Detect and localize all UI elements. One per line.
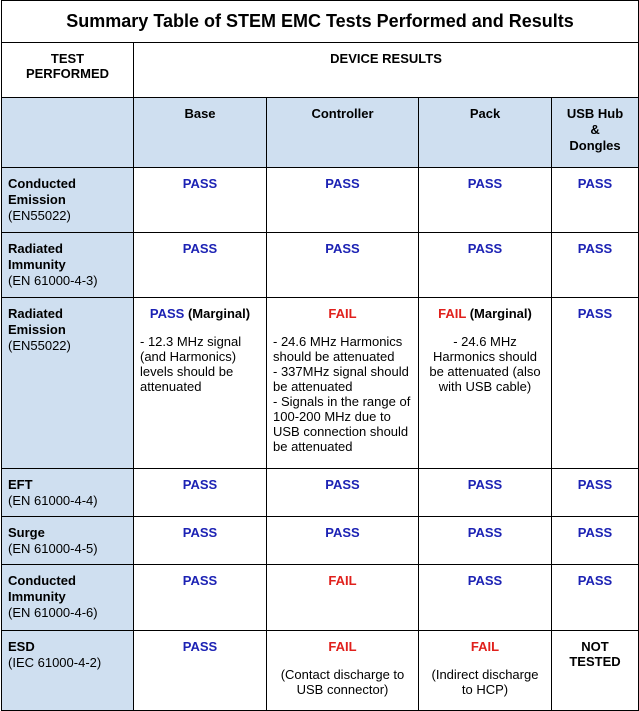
test-name: Radiated — [8, 241, 63, 256]
test-name-cell — [2, 298, 134, 469]
result-status: FAIL — [470, 639, 500, 654]
table-row — [2, 298, 639, 469]
result-status: PASS — [467, 176, 503, 191]
result-cell — [267, 233, 419, 298]
result-cell — [134, 298, 267, 469]
table-row — [2, 631, 639, 711]
result-status: PASS — [325, 525, 360, 540]
test-name-cell — [2, 631, 134, 711]
test-name: EFT — [8, 477, 33, 492]
result-status-line — [267, 525, 418, 540]
result-note-line: Harmonics should — [432, 349, 538, 364]
result-cell — [419, 631, 552, 711]
result-cell — [134, 631, 267, 711]
test-standard: (IEC 61000-4-2) — [8, 655, 102, 670]
result-cell — [134, 469, 267, 517]
result-status: PASS — [577, 176, 613, 191]
table-row — [2, 233, 639, 298]
result-cell — [267, 298, 419, 469]
result-cell — [134, 168, 267, 233]
result-cell — [552, 233, 639, 298]
result-cell — [134, 517, 267, 565]
column-header-base: Base — [134, 98, 267, 168]
blank-corner-cell — [2, 98, 134, 168]
test-name: Conducted — [8, 176, 76, 191]
result-status-line — [552, 306, 638, 321]
result-status: FAIL — [328, 639, 357, 654]
result-status-line — [134, 525, 266, 540]
result-status: PASS — [467, 241, 503, 256]
result-status: PASS — [577, 477, 613, 492]
column-header-pack: Pack — [419, 98, 552, 168]
result-status: PASS — [182, 639, 218, 654]
header-line: TEST — [50, 51, 85, 66]
result-note-line: (Indirect discharge — [431, 667, 539, 682]
result-status: PASS — [325, 477, 360, 492]
result-cell — [134, 233, 267, 298]
result-status: FAIL — [438, 306, 467, 321]
result-note-line: - Signals in the range of — [273, 394, 411, 409]
result-status: PASS — [467, 525, 503, 540]
test-standard: (EN 61000-4-6) — [8, 605, 98, 620]
result-qualifier: (Marginal) — [184, 306, 251, 321]
test-standard: (EN 61000-4-4) — [8, 493, 98, 508]
result-status-line — [552, 176, 638, 191]
result-cell — [267, 517, 419, 565]
result-status: PASS — [182, 573, 218, 588]
result-status: PASS — [577, 573, 613, 588]
result-status-line — [134, 573, 266, 588]
test-performed-header — [2, 43, 134, 98]
result-cell — [419, 298, 552, 469]
result-status-line — [419, 176, 551, 191]
test-name: Immunity — [8, 257, 66, 272]
result-note — [267, 334, 418, 454]
result-note-line: with USB cable) — [438, 379, 532, 394]
result-status-line — [267, 639, 418, 654]
result-status-line — [552, 639, 638, 669]
result-status: PASS — [467, 573, 503, 588]
result-status-line — [552, 477, 638, 492]
result-status-line — [552, 525, 638, 540]
result-status: PASS — [182, 176, 218, 191]
result-cell — [552, 517, 639, 565]
result-cell — [552, 168, 639, 233]
test-standard: (EN55022) — [8, 338, 71, 353]
result-cell — [419, 168, 552, 233]
result-note-line: - 24.6 MHz — [453, 334, 517, 349]
result-status: FAIL — [328, 573, 357, 588]
test-name-cell — [2, 565, 134, 631]
table-row — [2, 469, 639, 517]
result-status-line — [419, 306, 551, 321]
result-note-line: USB connector) — [296, 682, 389, 697]
header-line: PERFORMED — [25, 66, 110, 81]
result-cell — [552, 565, 639, 631]
result-status: PASS — [149, 306, 185, 321]
test-name: Immunity — [8, 589, 66, 604]
device-results-header: DEVICE RESULTS — [134, 43, 639, 98]
test-standard: (EN55022) — [8, 208, 71, 223]
result-status: PASS — [182, 525, 218, 540]
result-cell — [419, 469, 552, 517]
result-note-line: 100-200 MHz due to — [273, 409, 391, 424]
result-note-line: be attenuated — [273, 379, 353, 394]
column-header-line: Dongles — [569, 138, 621, 153]
table-row — [2, 517, 639, 565]
result-status: PASS — [325, 176, 360, 191]
test-name-cell — [2, 517, 134, 565]
result-status-line — [419, 241, 551, 256]
result-cell — [419, 565, 552, 631]
result-status: PASS — [182, 241, 218, 256]
result-status-line — [134, 477, 266, 492]
result-note-line: be attenuated — [273, 439, 353, 454]
result-status-line — [419, 477, 551, 492]
result-note-line: (Contact discharge to — [280, 667, 405, 682]
table-title: Summary Table of STEM EMC Tests Performed and Results — [2, 1, 639, 43]
table-row — [2, 565, 639, 631]
emc-summary-table — [1, 0, 639, 711]
result-note-line: be attenuated (also — [429, 364, 541, 379]
result-note — [419, 334, 551, 394]
test-name-cell — [2, 469, 134, 517]
result-note-line: - 24.6 MHz Harmonics — [273, 334, 403, 349]
result-cell — [267, 168, 419, 233]
result-status-line — [267, 477, 418, 492]
test-standard: (EN 61000-4-5) — [8, 541, 98, 556]
result-status-line — [134, 639, 266, 654]
test-name: Emission — [8, 322, 66, 337]
result-status-line — [134, 241, 266, 256]
result-status-line — [419, 525, 551, 540]
table-row — [2, 168, 639, 233]
column-header-line: USB Hub — [566, 106, 624, 121]
result-status-line — [267, 573, 418, 588]
column-header-controller: Controller — [267, 98, 419, 168]
result-note-line: should be attenuated — [273, 349, 395, 364]
result-note — [134, 334, 266, 394]
result-note — [419, 667, 551, 697]
result-cell — [552, 298, 639, 469]
result-status-line — [552, 241, 638, 256]
result-status-line — [267, 241, 418, 256]
result-note-line: USB connection should — [273, 424, 409, 439]
result-status: PASS — [467, 477, 503, 492]
result-note-line: (and Harmonics) — [140, 349, 237, 364]
result-note-line: - 12.3 MHz signal — [140, 334, 242, 349]
test-name-cell — [2, 233, 134, 298]
result-cell — [134, 565, 267, 631]
result-note-line: - 337MHz signal should — [273, 364, 409, 379]
result-status: PASS — [577, 306, 613, 321]
result-status-line — [267, 176, 418, 191]
result-status: PASS — [577, 525, 613, 540]
column-header-usb-hub-dongles — [552, 98, 639, 168]
result-cell — [419, 233, 552, 298]
result-cell — [552, 469, 639, 517]
result-status: PASS — [577, 241, 613, 256]
result-status: FAIL — [328, 306, 357, 321]
result-qualifier: (Marginal) — [466, 306, 532, 321]
result-cell — [267, 469, 419, 517]
result-status-line — [134, 306, 266, 321]
result-status-line — [134, 176, 266, 191]
result-status: PASS — [182, 477, 218, 492]
result-cell — [267, 631, 419, 711]
result-note-line: levels should be — [140, 364, 234, 379]
result-status-line — [419, 573, 551, 588]
result-cell — [419, 517, 552, 565]
test-name-cell — [2, 168, 134, 233]
result-status-line — [419, 639, 551, 654]
test-name: Emission — [8, 192, 66, 207]
result-cell — [267, 565, 419, 631]
result-status-line — [552, 573, 638, 588]
result-status-line — [267, 306, 418, 321]
test-name: Conducted — [8, 573, 76, 588]
test-name: ESD — [8, 639, 35, 654]
result-note — [267, 667, 418, 697]
result-status: NOT — [581, 639, 609, 654]
result-note-line: attenuated — [140, 379, 202, 394]
result-status: TESTED — [569, 654, 621, 669]
test-name: Radiated — [8, 306, 63, 321]
result-cell — [552, 631, 639, 711]
test-name: Surge — [8, 525, 45, 540]
test-standard: (EN 61000-4-3) — [8, 273, 98, 288]
column-header-line: & — [590, 122, 600, 137]
result-note-line: to HCP) — [461, 682, 509, 697]
result-status: PASS — [325, 241, 360, 256]
